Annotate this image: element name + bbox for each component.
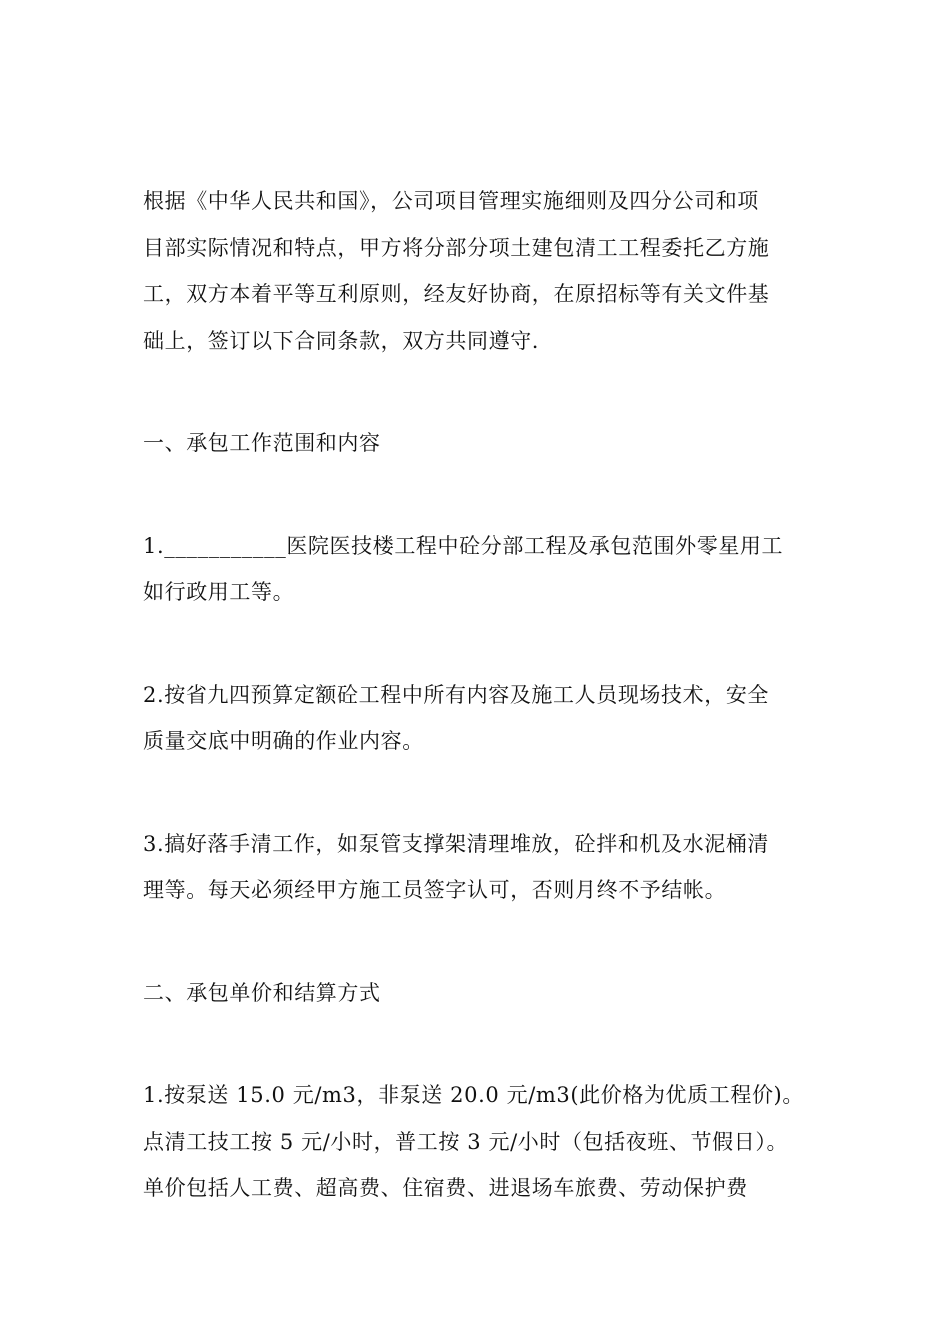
section-2-heading xyxy=(143,970,823,1017)
paragraph-spacer xyxy=(143,1016,823,1072)
section-2-item-1 xyxy=(143,1072,823,1212)
text-line: 工，双方本着平等互利原则，经友好协商，在原招标等有关文件基 xyxy=(143,282,770,306)
heading-text: 二、承包单价和结算方式 xyxy=(143,980,381,1005)
document-body xyxy=(143,178,823,1212)
text-line: 3.搞好落手清工作，如泵管支撑架清理堆放，砼拌和机及水泥桶清 xyxy=(143,831,770,856)
text-line: 如行政用工等。 xyxy=(143,580,295,604)
text-line: 根据《中华人民共和国》，公司项目管理实施细则及四分公司和项 xyxy=(143,189,759,213)
section-1-heading xyxy=(143,420,823,467)
paragraph-spacer xyxy=(143,914,823,970)
text-line: 理等。每天必须经甲方施工员签字认可，否则月终不予结帐。 xyxy=(143,878,727,902)
heading-text: 一、承包工作范围和内容 xyxy=(143,431,381,455)
paragraph-spacer xyxy=(143,364,823,420)
section-1-item-2 xyxy=(143,672,823,765)
section-1-item-1 xyxy=(143,523,823,616)
text-line: 础上，签订以下合同条款，双方共同遵守. xyxy=(143,328,540,353)
text-line: 目部实际情况和特点，甲方将分部分项土建包清工工程委托乙方施 xyxy=(143,235,770,260)
text-line: 点清工技工按 5 元/小时，普工按 3 元/小时（包括夜班、节假日）。 xyxy=(143,1129,789,1154)
paragraph-spacer xyxy=(143,467,823,523)
text-line: 质量交底中明确的作业内容。 xyxy=(143,729,424,753)
paragraph-spacer xyxy=(143,616,823,672)
text-line: 1.___________医院医技楼工程中砼分部工程及承包范围外零星用工 xyxy=(143,533,784,558)
intro-paragraph xyxy=(143,178,823,364)
paragraph-spacer xyxy=(143,765,823,821)
section-1-item-3 xyxy=(143,821,823,914)
text-line: 2.按省九四预算定额砼工程中所有内容及施工人员现场技术，安全 xyxy=(143,682,770,707)
text-line: 单价包括人工费、超高费、住宿费、进退场车旅费、劳动保护费 xyxy=(143,1176,748,1200)
text-line: 1.按泵送 15.0 元/m3，非泵送 20.0 元/m3(此价格为优质工程价)。 xyxy=(143,1083,804,1107)
